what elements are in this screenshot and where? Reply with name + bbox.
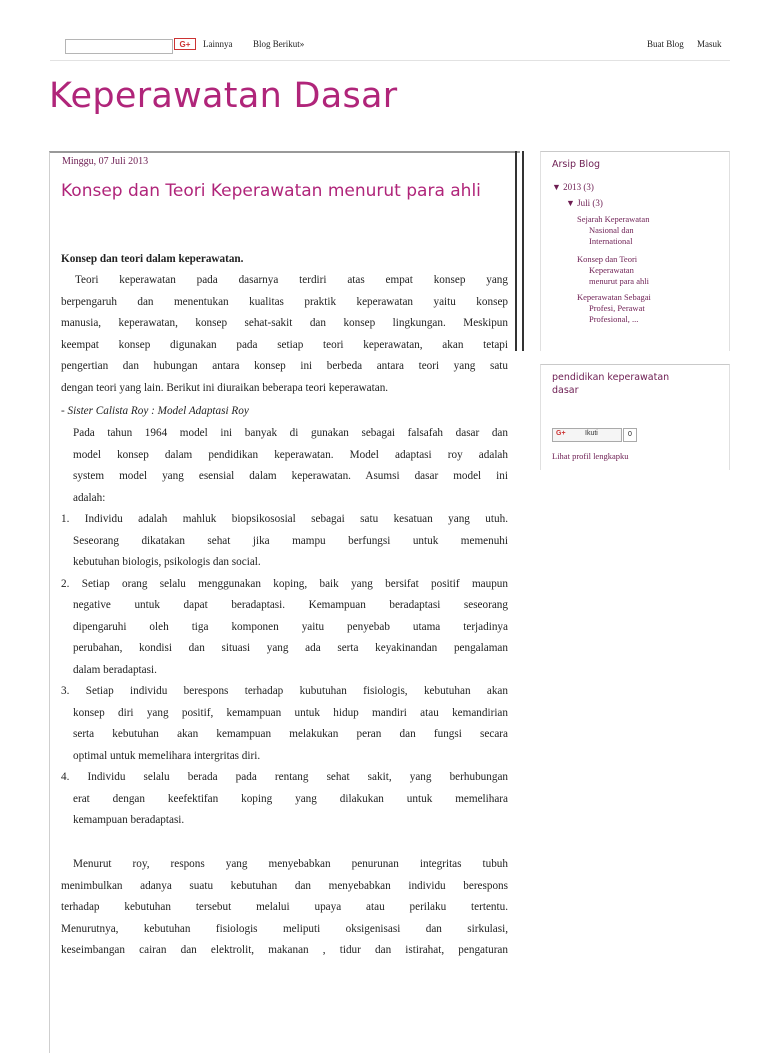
list-item-line: dipengaruhi oleh tiga komponen yaitu penyebab utama terjadinya [73, 620, 508, 633]
list-item-line: 1. Individu adalah mahluk biopsikososial sebagai satu kesatuan yang utuh. [61, 513, 508, 525]
archive-year-toggle[interactable]: ▼ 2013 (3) [552, 182, 594, 192]
gplus-icon: G+ [556, 430, 566, 437]
text-line: Menurutnya, kebutuhan fisiologis meliputi oksigenisasi dan sirkulasi, [61, 922, 508, 935]
archive-post-line: Keperawatan Sebagai [577, 292, 651, 302]
archive-post-line: Keperawatan [589, 265, 634, 275]
list-item-line: Seseorang dikatakan sehat jika mampu berfungsi untuk memenuhi [73, 534, 508, 547]
navbar-divider [50, 60, 730, 61]
post-frame-edge [515, 151, 524, 351]
text-line: pengertian dan hubungan antara konsep ini berbeda antara teori yang satu [61, 360, 508, 372]
archive-post-line: Nasional dan [589, 225, 634, 235]
archive-post-line: Konsep dan Teori [577, 254, 638, 264]
archive-post-link-current[interactable] [577, 254, 687, 287]
closing-paragraph [61, 854, 508, 962]
list-item-line: optimal untuk memelihara intergritas diri. [73, 749, 261, 762]
list-item-line: dalam beradaptasi. [73, 663, 157, 676]
text-line: keempat konsep digunakan pada setiap teori keperawatan, akan tetapi [61, 338, 508, 351]
list-item-line: kebutuhan biologis, psikologis dan social. [73, 556, 261, 568]
list-item-line: kemampuan beradaptasi. [73, 814, 185, 826]
list-item-line: serta kebutuhan akan kemampuan melakukan peran dan fungsi secara [73, 728, 508, 740]
text-line: manusia, keperawatan, konsep sehat-sakit dan konsep lingkungan. Meskipun [61, 317, 508, 329]
theory-heading: - Sister Calista Roy : Model Adaptasi Roy [61, 405, 249, 417]
next-blog-link[interactable]: Blog Berikut» [253, 39, 305, 49]
list-item-line: perubahan, kondisi dan situasi yang ada serta keyakinandan pengalaman [73, 642, 508, 654]
text-line: Menurut roy, respons yang menyebabkan penurunan integritas tubuh [73, 858, 508, 870]
text-line: berpengaruh dan menentukan kualitas praktik keperawatan yaitu konsep [61, 295, 508, 308]
list-item-line: 4. Individu selalu berada pada rentang sehat sakit, yang berhubungan [61, 771, 508, 783]
search-input[interactable] [65, 39, 173, 54]
archive-month-toggle[interactable]: ▼ Juli (3) [566, 198, 603, 208]
gplus-share-button[interactable]: G+ [174, 38, 196, 50]
text-line: menimbulkan adanya suatu kebutuhan dan menyebabkan individu berespons [61, 879, 508, 892]
follow-button[interactable] [552, 428, 622, 442]
list-item-line: 2. Setiap orang selalu menggunakan koping, baik yang bersifat positif maupun [61, 577, 508, 590]
text-line: terhadap kebutuhan tersebut melalui upaya atau perilaku tertentu. [61, 901, 508, 913]
profile-title-line: dasar [552, 385, 579, 396]
profile-title-line: pendidikan keperawatan [552, 372, 670, 383]
create-blog-link[interactable]: Buat Blog [647, 39, 684, 49]
roy-paragraph [61, 423, 508, 509]
post-date: Minggu, 07 Juli 2013 [62, 156, 149, 167]
archive-post-line: Profesional, ... [589, 314, 639, 324]
assumption-list [61, 509, 508, 832]
archive-post-link[interactable] [577, 292, 687, 325]
text-line: Teori keperawatan pada dasarnya terdiri atas empat konsep yang [75, 274, 508, 286]
post-heading: Konsep dan teori dalam keperawatan. [61, 253, 244, 265]
sign-in-link[interactable]: Masuk [697, 39, 722, 49]
archive-post-line: menurut para ahli [589, 276, 649, 286]
list-item-line: erat dengan keefektifan koping yang dilakukan untuk memelihara [73, 792, 508, 805]
archive-post-line: Sejarah Keperawatan [577, 214, 650, 224]
archive-post-line: Profesi, Perawat [589, 303, 645, 313]
blog-title[interactable]: Keperawatan Dasar [49, 76, 398, 116]
archive-post-link[interactable] [577, 214, 687, 247]
follower-count: 0 [623, 428, 637, 442]
text-line: adalah: [73, 491, 106, 504]
text-line: keseimbangan cairan dan elektrolit, makanan , tidur dan istirahat, pengaturan [61, 944, 508, 956]
archive-title: Arsip Blog [552, 159, 601, 170]
follow-label: Ikuti [585, 430, 598, 437]
text-line: system model yang esensial dalam keperawatan. Asumsi dasar model ini [73, 470, 508, 482]
text-line: model konsep dalam pendidikan keperawatan. Model adaptasi roy adalah [73, 448, 508, 461]
list-item-line: negative untuk dapat beradaptasi. Kemampuan beradaptasi seseorang [73, 599, 508, 611]
post-intro [61, 270, 508, 399]
profile-title [552, 371, 669, 397]
list-item-line: konsep diri yang positif, kemampuan untuk hidup mandiri atau kemandirian [73, 706, 508, 719]
text-line: Pada tahun 1964 model ini banyak di gunakan sebagai falsafah dasar dan [73, 427, 508, 439]
archive-post-line: International [589, 236, 633, 246]
view-profile-link[interactable]: Lihat profil lengkapku [552, 451, 629, 461]
post-title[interactable]: Konsep dan Teori Keperawatan menurut para ahli [61, 181, 481, 201]
text-line: dengan teori yang lain. Berikut ini diuraikan beberapa teori keperawatan. [61, 381, 389, 394]
list-item-line: 3. Setiap individu berespons terhadap kubutuhan fisiologis, kebutuhan akan [61, 685, 508, 697]
navbar [0, 0, 768, 72]
more-link[interactable]: Lainnya [203, 39, 233, 49]
